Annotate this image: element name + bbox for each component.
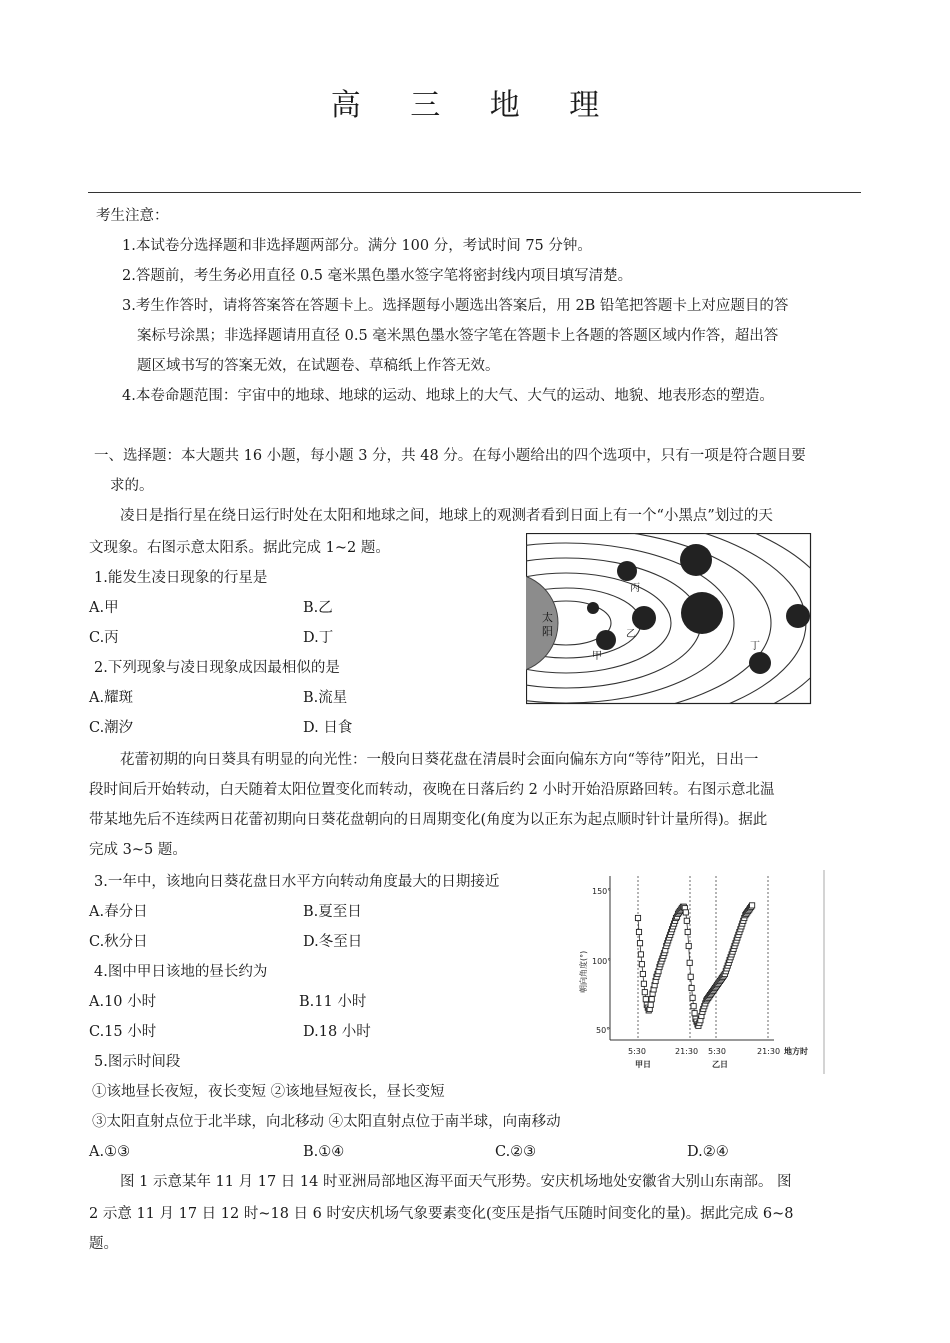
q4-option-d: D.18 小时 (303, 1024, 371, 1040)
section-heading-cont: 求的。 (110, 478, 154, 494)
q5-stem: 5.图示时间段 (94, 1054, 181, 1070)
data-point (686, 943, 691, 948)
passage3-line1: 图 1 示意某年 11 月 17 日 14 时亚洲局部地区海平面天气形势。安庆机场地处安徽省大别山东南部。 图 (120, 1174, 792, 1190)
passage2-line1: 花蕾初期的向日葵具有明显的向光性：一般向日葵花盘在清晨时会面向偏东方向“等待”阳光，日出一 (120, 752, 759, 768)
planet-outer (786, 604, 810, 628)
label-ding: 丁 (750, 641, 760, 652)
planet-bing (617, 561, 637, 581)
notice-item-1: 1.本试卷分选择题和非选择题两部分。满分 100 分，考试时间 75 分钟。 (122, 238, 592, 254)
data-point (691, 1004, 696, 1009)
solar-system-figure (526, 533, 812, 705)
data-point (643, 997, 648, 1002)
planet-yi (632, 606, 656, 630)
q4-option-a: A.10 小时 (89, 994, 157, 1010)
planet-large-1 (680, 544, 712, 576)
x-tick-4: 21:30 (757, 1047, 781, 1056)
y-tick-150: 150° (592, 887, 612, 896)
q5-option-b: B.①④ (303, 1144, 345, 1160)
planet-jia (596, 630, 616, 650)
q4-option-c: C.15 小时 (89, 1024, 157, 1040)
data-point (683, 910, 688, 915)
q1-option-c: C.丙 (89, 630, 119, 646)
q3-stem: 3.一年中，该地向日葵花盘日水平方向转动角度最大的日期接近 (94, 874, 500, 890)
y-tick-50: 50° (596, 1026, 611, 1035)
data-point (639, 962, 644, 967)
data-point (641, 981, 646, 986)
data-point (690, 995, 695, 1000)
sun-label-1: 太 (542, 611, 553, 624)
data-point (750, 903, 755, 908)
data-point (635, 915, 640, 920)
planet-ding (749, 652, 771, 674)
q5-statement-1: ①该地昼长夜短，夜长变短 ②该地昼短夜长，昼长变短 (92, 1084, 445, 1100)
x-tick-3: 5:30 (708, 1047, 726, 1056)
notice-item-3-cont-1: 案标号涂黑；非选择题请用直径 0.5 毫米黑色墨水签字笔在答题卡上各题的答题区域内作答，超出答 (137, 328, 779, 344)
q3-option-d: D.冬至日 (303, 934, 363, 950)
x-axis-label: 地方时 (784, 1047, 808, 1056)
data-point (684, 918, 689, 923)
section-heading: 一、选择题：本大题共 16 小题，每小题 3 分，共 48 分。在每小题给出的四个选项中，只有一项是符合题目要 (94, 448, 806, 464)
q3-option-c: C.秋分日 (89, 934, 148, 950)
passage2-line2: 段时间后开始转动，白天随着太阳位置变化而转动，夜晚在日落后约 2 小时开始沿原路回转。右图示意北温 (89, 782, 775, 798)
q3-option-a: A.春分日 (89, 904, 148, 920)
q2-option-a: A.耀斑 (89, 690, 134, 706)
notice-heading: 考生注意： (96, 208, 169, 224)
q3-option-b: B.夏至日 (303, 904, 362, 920)
q2-option-b: B.流星 (303, 690, 348, 706)
data-point (689, 985, 694, 990)
q1-option-b: B.乙 (303, 600, 333, 616)
data-point (688, 974, 693, 979)
label-jia: 甲 (592, 651, 602, 662)
data-point (648, 1002, 653, 1007)
q1-stem: 1.能发生凌日现象的行星是 (94, 570, 268, 586)
q5-option-a: A.①③ (89, 1144, 131, 1160)
label-bing: 丙 (630, 583, 640, 594)
data-point (637, 941, 642, 946)
passage2-line4: 完成 3~5 题。 (89, 842, 187, 858)
data-point (687, 960, 692, 965)
notice-item-2: 2.答题前，考生务必用直径 0.5 毫米黑色墨水签字笔将密封线内项目填写清楚。 (122, 268, 633, 284)
q5-option-d: D.②④ (687, 1144, 729, 1160)
title-divider (88, 192, 861, 193)
data-point (685, 929, 690, 934)
passage3-line2: 2 示意 11 月 17 日 12 时~18 日 6 时安庆机场气象要素变化(变压是指气压随时间变化的量)。据此完成 6~8 (89, 1206, 794, 1222)
q2-option-c: C.潮汐 (89, 720, 134, 736)
q4-stem: 4.图中甲日该地的昼长约为 (94, 964, 268, 980)
passage1-line1: 凌日是指行星在绕日运行时处在太阳和地球之间，地球上的观测者看到日面上有一个“小黑点”划过的天 (120, 508, 773, 524)
day-label-jia: 甲日 (635, 1060, 651, 1069)
data-point (642, 990, 647, 995)
planet-large-2 (681, 592, 723, 634)
notice-item-4: 4.本卷命题范围：宇宙中的地球、地球的运动、地球上的大气、大气的运动、地貌、地表形态的塑造。 (122, 388, 774, 404)
data-point (640, 971, 645, 976)
q2-option-d: D. 日食 (303, 720, 353, 736)
sunflower-orientation-chart (562, 868, 826, 1076)
q1-option-a: A.甲 (89, 600, 119, 616)
page-title: 高 三 地 理 (330, 88, 620, 123)
passage3-line3: 题。 (89, 1236, 118, 1252)
passage1-line2: 文现象。右图示意太阳系。据此完成 1~2 题。 (89, 540, 390, 556)
q1-option-d: D.丁 (303, 630, 334, 646)
y-axis-label: 朝向角度(°) (579, 950, 588, 993)
day-label-yi: 乙日 (712, 1060, 728, 1069)
data-point (692, 1011, 697, 1016)
label-yi: 乙 (626, 629, 636, 640)
q2-stem: 2.下列现象与凌日现象成因最相似的是 (94, 660, 340, 676)
sun-label-2: 阳 (542, 625, 553, 638)
x-tick-1: 5:30 (628, 1047, 646, 1056)
planet-inner (587, 602, 599, 614)
q5-option-c: C.②③ (495, 1144, 537, 1160)
data-point (638, 952, 643, 957)
data-point (636, 929, 641, 934)
notice-item-3: 3.考生作答时，请将答案答在答题卡上。选择题每小题选出答案后，用 2B 铅笔把答题卡上对应题目的答 (122, 298, 789, 314)
q5-statement-2: ③太阳直射点位于北半球，向北移动 ④太阳直射点位于南半球，向南移动 (92, 1114, 561, 1130)
y-tick-100: 100° (592, 957, 612, 966)
notice-item-3-cont-2: 题区域书写的答案无效，在试题卷、草稿纸上作答无效。 (137, 358, 500, 374)
passage2-line3: 带某地先后不连续两日花蕾初期向日葵花盘朝向的日周期变化(角度为以正东为起点顺时针计量所得)。据此 (89, 812, 768, 828)
x-tick-2: 21:30 (675, 1047, 699, 1056)
data-point (649, 997, 654, 1002)
q4-option-b: B.11 小时 (299, 994, 367, 1010)
